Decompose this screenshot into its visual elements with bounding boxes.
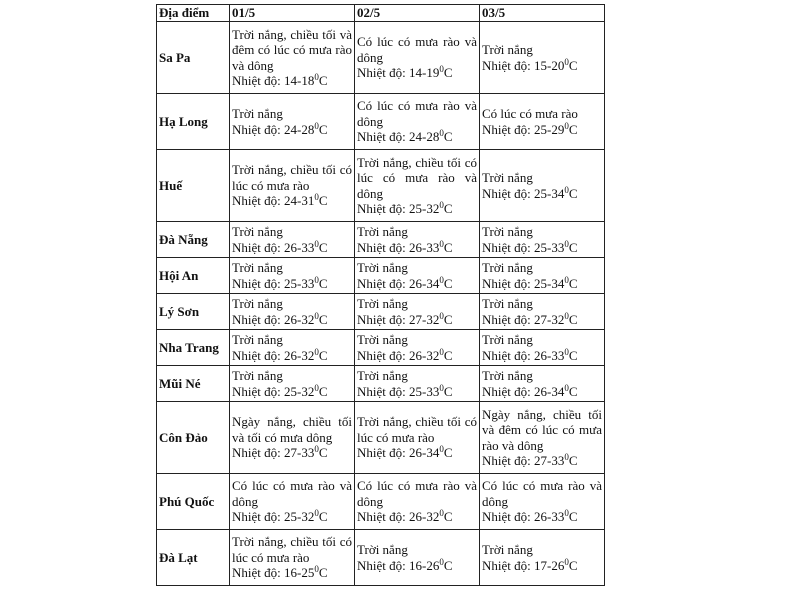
temperature-label: Nhiệt độ: bbox=[357, 445, 409, 461]
header-location: Địa điểm bbox=[157, 5, 230, 22]
degree-symbol: 0 bbox=[439, 238, 444, 249]
weather-description: Trời nắng bbox=[232, 368, 283, 383]
location-cell: Huế bbox=[157, 150, 230, 222]
location-cell: Mũi Né bbox=[157, 366, 230, 402]
temperature-range: 26-32 bbox=[409, 509, 440, 525]
weather-description: Trời nắng bbox=[232, 106, 283, 121]
temperature-range: 25-34 bbox=[534, 185, 565, 201]
location-cell: Đà Nẵng bbox=[157, 222, 230, 258]
temperature-range: 16-25 bbox=[284, 565, 315, 581]
weather-description: Ngày nắng, chiều tối và tối có mưa dông bbox=[232, 414, 352, 445]
temperature-line bbox=[232, 122, 352, 138]
forecast-cell bbox=[355, 474, 480, 530]
temperature-range: 27-33 bbox=[284, 445, 315, 461]
temperature-label: Nhiệt độ: bbox=[357, 509, 409, 525]
temperature-label: Nhiệt độ: bbox=[482, 347, 534, 363]
temperature-label: Nhiệt độ: bbox=[232, 73, 284, 88]
weather-description: Trời nắng, chiều tối có lúc có mưa rào và dông bbox=[357, 154, 477, 201]
temperature-line bbox=[482, 240, 602, 256]
forecast-cell bbox=[480, 94, 605, 150]
table-row bbox=[157, 402, 605, 474]
degree-symbol: 0 bbox=[314, 564, 319, 575]
temperature-line bbox=[232, 240, 352, 256]
weather-description: Trời nắng bbox=[482, 224, 533, 239]
temperature-label: Nhiệt độ: bbox=[357, 383, 409, 399]
forecast-cell bbox=[230, 294, 355, 330]
temperature-line bbox=[357, 65, 477, 81]
degree-symbol: 0 bbox=[564, 274, 569, 285]
degree-symbol: 0 bbox=[314, 72, 319, 82]
degree-symbol: 0 bbox=[564, 120, 569, 131]
temperature-label: Nhiệt độ: bbox=[357, 347, 409, 363]
temperature-label: Nhiệt độ: bbox=[232, 445, 284, 461]
temperature-range: 26-34 bbox=[534, 383, 565, 399]
degree-symbol: 0 bbox=[439, 274, 444, 285]
temperature-unit: C bbox=[568, 185, 578, 201]
temperature-label: Nhiệt độ: bbox=[357, 311, 409, 327]
temperature-line bbox=[232, 193, 352, 209]
table-row bbox=[157, 22, 605, 94]
weather-forecast-table bbox=[156, 4, 605, 586]
temperature-range: 16-26 bbox=[409, 557, 440, 573]
temperature-line bbox=[232, 509, 352, 525]
temperature-range: 26-33 bbox=[534, 347, 565, 363]
weather-description: Ngày nắng, chiều tối và đêm có lúc có mưa rào và dông bbox=[482, 406, 602, 453]
forecast-cell bbox=[355, 150, 480, 222]
forecast-cell bbox=[230, 402, 355, 474]
temperature-label: Nhiệt độ: bbox=[482, 57, 534, 73]
temperature-unit: C bbox=[318, 275, 328, 291]
temperature-line bbox=[357, 558, 477, 574]
weather-description: Trời nắng bbox=[232, 260, 283, 275]
forecast-cell bbox=[355, 222, 480, 258]
degree-symbol: 0 bbox=[564, 508, 569, 519]
weather-description: Trời nắng bbox=[482, 170, 533, 185]
temperature-label: Nhiệt độ: bbox=[357, 557, 409, 573]
temperature-range: 26-32 bbox=[284, 347, 315, 363]
weather-description: Có lúc có mưa rào và dông bbox=[482, 478, 602, 509]
temperature-label: Nhiệt độ: bbox=[482, 311, 534, 327]
temperature-unit: C bbox=[568, 121, 578, 137]
temperature-range: 15-20 bbox=[534, 57, 565, 73]
table-row bbox=[157, 330, 605, 366]
degree-symbol: 0 bbox=[314, 508, 319, 519]
temperature-line bbox=[232, 445, 352, 461]
degree-symbol: 0 bbox=[564, 382, 569, 393]
temperature-range: 26-33 bbox=[284, 239, 315, 255]
temperature-range: 14-19 bbox=[409, 65, 440, 81]
forecast-cell bbox=[230, 258, 355, 294]
temperature-label: Nhiệt độ: bbox=[232, 121, 284, 137]
temperature-unit: C bbox=[318, 509, 328, 525]
temperature-label: Nhiệt độ: bbox=[482, 453, 534, 468]
temperature-unit: C bbox=[568, 383, 578, 399]
temperature-unit: C bbox=[568, 509, 578, 525]
header-row bbox=[157, 5, 605, 22]
temperature-line bbox=[232, 73, 352, 89]
temperature-line bbox=[357, 129, 477, 145]
forecast-cell bbox=[480, 22, 605, 94]
temperature-unit: C bbox=[568, 239, 578, 255]
weather-description: Trời nắng bbox=[357, 542, 408, 557]
degree-symbol: 0 bbox=[314, 238, 319, 249]
temperature-range: 26-33 bbox=[409, 239, 440, 255]
temperature-range: 25-34 bbox=[534, 275, 565, 291]
degree-symbol: 0 bbox=[564, 238, 569, 249]
temperature-line bbox=[232, 565, 352, 581]
weather-description: Trời nắng bbox=[482, 542, 533, 557]
temperature-label: Nhiệt độ: bbox=[232, 347, 284, 363]
temperature-range: 25-29 bbox=[534, 121, 565, 137]
forecast-cell bbox=[355, 402, 480, 474]
degree-symbol: 0 bbox=[314, 310, 319, 321]
table-row bbox=[157, 222, 605, 258]
weather-description: Trời nắng bbox=[482, 296, 533, 311]
temperature-line bbox=[482, 348, 602, 364]
table-row bbox=[157, 366, 605, 402]
location-cell: Sa Pa bbox=[157, 22, 230, 94]
temperature-label: Nhiệt độ: bbox=[482, 383, 534, 399]
temperature-unit: C bbox=[318, 73, 328, 88]
table-row bbox=[157, 294, 605, 330]
temperature-label: Nhiệt độ: bbox=[357, 201, 409, 216]
temperature-unit: C bbox=[568, 275, 578, 291]
degree-symbol: 0 bbox=[439, 200, 444, 210]
location-cell: Nha Trang bbox=[157, 330, 230, 366]
temperature-label: Nhiệt độ: bbox=[357, 65, 409, 81]
weather-description: Có lúc có mưa rào và dông bbox=[357, 34, 477, 65]
temperature-range: 27-33 bbox=[534, 453, 565, 468]
weather-description: Trời nắng bbox=[482, 42, 533, 57]
degree-symbol: 0 bbox=[564, 184, 569, 195]
temperature-range: 17-26 bbox=[534, 557, 565, 573]
temperature-unit: C bbox=[318, 565, 328, 581]
weather-description: Trời nắng, chiều tối có lúc có mưa rào bbox=[357, 414, 477, 445]
table-body bbox=[157, 5, 605, 586]
weather-description: Trời nắng bbox=[482, 332, 533, 347]
temperature-label: Nhiệt độ: bbox=[232, 565, 284, 581]
temperature-line bbox=[357, 348, 477, 364]
forecast-cell bbox=[230, 474, 355, 530]
temperature-range: 14-18 bbox=[284, 73, 315, 88]
temperature-line bbox=[232, 348, 352, 364]
temperature-unit: C bbox=[443, 201, 453, 216]
forecast-cell bbox=[230, 22, 355, 94]
temperature-range: 24-28 bbox=[409, 129, 440, 145]
temperature-line bbox=[232, 384, 352, 400]
temperature-unit: C bbox=[568, 347, 578, 363]
temperature-unit: C bbox=[568, 453, 578, 468]
temperature-line bbox=[232, 276, 352, 292]
temperature-unit: C bbox=[318, 121, 328, 137]
weather-description: Trời nắng bbox=[232, 224, 283, 239]
header-date-2: 02/5 bbox=[355, 5, 480, 22]
temperature-label: Nhiệt độ: bbox=[232, 193, 284, 209]
weather-description: Có lúc có mưa rào bbox=[482, 106, 578, 121]
temperature-line bbox=[482, 58, 602, 74]
weather-description: Có lúc có mưa rào và dông bbox=[232, 478, 352, 509]
header-date-1: 01/5 bbox=[230, 5, 355, 22]
weather-description: Trời nắng bbox=[482, 260, 533, 275]
forecast-cell bbox=[355, 366, 480, 402]
temperature-label: Nhiệt độ: bbox=[482, 185, 534, 201]
temperature-label: Nhiệt độ: bbox=[232, 275, 284, 291]
forecast-cell bbox=[230, 222, 355, 258]
temperature-line bbox=[482, 276, 602, 292]
table-row bbox=[157, 258, 605, 294]
temperature-unit: C bbox=[443, 383, 453, 399]
temperature-range: 24-31 bbox=[284, 193, 315, 209]
weather-description: Trời nắng bbox=[482, 368, 533, 383]
degree-symbol: 0 bbox=[439, 128, 444, 139]
degree-symbol: 0 bbox=[314, 274, 319, 285]
temperature-label: Nhiệt độ: bbox=[482, 509, 534, 525]
weather-description: Trời nắng bbox=[357, 224, 408, 239]
temperature-label: Nhiệt độ: bbox=[232, 509, 284, 525]
temperature-range: 27-32 bbox=[409, 311, 440, 327]
weather-description: Trời nắng, chiều tối có lúc có mưa rào bbox=[232, 534, 352, 565]
weather-description: Có lúc có mưa rào và dông bbox=[357, 98, 477, 129]
forecast-cell bbox=[480, 366, 605, 402]
location-cell: Hạ Long bbox=[157, 94, 230, 150]
temperature-unit: C bbox=[318, 383, 328, 399]
forecast-cell bbox=[480, 258, 605, 294]
temperature-line bbox=[357, 445, 477, 461]
forecast-cell bbox=[230, 530, 355, 586]
temperature-line bbox=[482, 122, 602, 138]
forecast-cell bbox=[480, 294, 605, 330]
temperature-unit: C bbox=[443, 275, 453, 291]
location-cell: Đà Lạt bbox=[157, 530, 230, 586]
degree-symbol: 0 bbox=[314, 192, 319, 203]
temperature-label: Nhiệt độ: bbox=[482, 275, 534, 291]
temperature-range: 24-28 bbox=[284, 121, 315, 137]
forecast-cell bbox=[480, 150, 605, 222]
temperature-label: Nhiệt độ: bbox=[357, 275, 409, 291]
temperature-unit: C bbox=[443, 65, 453, 81]
temperature-unit: C bbox=[318, 239, 328, 255]
forecast-cell bbox=[355, 294, 480, 330]
temperature-line bbox=[482, 558, 602, 574]
temperature-unit: C bbox=[568, 57, 578, 73]
degree-symbol: 0 bbox=[314, 382, 319, 393]
degree-symbol: 0 bbox=[564, 346, 569, 357]
degree-symbol: 0 bbox=[439, 310, 444, 321]
temperature-unit: C bbox=[568, 557, 578, 573]
temperature-unit: C bbox=[318, 311, 328, 327]
table-row bbox=[157, 530, 605, 586]
degree-symbol: 0 bbox=[564, 556, 569, 567]
temperature-range: 25-32 bbox=[409, 201, 440, 216]
temperature-line bbox=[357, 312, 477, 328]
temperature-line bbox=[357, 201, 477, 217]
temperature-label: Nhiệt độ: bbox=[357, 129, 409, 145]
degree-symbol: 0 bbox=[564, 310, 569, 321]
table-row bbox=[157, 150, 605, 222]
temperature-range: 27-32 bbox=[534, 311, 565, 327]
temperature-line bbox=[232, 312, 352, 328]
temperature-range: 25-33 bbox=[409, 383, 440, 399]
degree-symbol: 0 bbox=[439, 64, 444, 75]
weather-description: Trời nắng bbox=[357, 260, 408, 275]
temperature-range: 26-32 bbox=[409, 347, 440, 363]
forecast-cell bbox=[230, 150, 355, 222]
temperature-range: 25-32 bbox=[284, 509, 315, 525]
temperature-line bbox=[357, 276, 477, 292]
temperature-unit: C bbox=[443, 445, 453, 461]
weather-description: Trời nắng bbox=[357, 332, 408, 347]
temperature-unit: C bbox=[318, 347, 328, 363]
weather-description: Trời nắng, chiều tối và đêm có lúc có mưa rào và dông bbox=[232, 26, 352, 73]
temperature-range: 25-33 bbox=[534, 239, 565, 255]
table-row bbox=[157, 474, 605, 530]
weather-description: Trời nắng bbox=[232, 296, 283, 311]
temperature-line bbox=[357, 240, 477, 256]
degree-symbol: 0 bbox=[314, 444, 319, 455]
temperature-unit: C bbox=[443, 239, 453, 255]
temperature-unit: C bbox=[443, 347, 453, 363]
temperature-label: Nhiệt độ: bbox=[482, 239, 534, 255]
degree-symbol: 0 bbox=[314, 346, 319, 357]
temperature-range: 26-32 bbox=[284, 311, 315, 327]
weather-description: Trời nắng bbox=[232, 332, 283, 347]
temperature-unit: C bbox=[443, 311, 453, 327]
forecast-cell bbox=[480, 330, 605, 366]
temperature-unit: C bbox=[443, 557, 453, 573]
location-cell: Côn Đảo bbox=[157, 402, 230, 474]
temperature-line bbox=[482, 312, 602, 328]
temperature-label: Nhiệt độ: bbox=[232, 383, 284, 399]
location-cell: Hội An bbox=[157, 258, 230, 294]
degree-symbol: 0 bbox=[564, 452, 569, 462]
temperature-line bbox=[357, 509, 477, 525]
weather-description: Trời nắng bbox=[357, 368, 408, 383]
temperature-label: Nhiệt độ: bbox=[482, 557, 534, 573]
temperature-range: 26-33 bbox=[534, 509, 565, 525]
temperature-unit: C bbox=[443, 129, 453, 145]
forecast-cell bbox=[480, 222, 605, 258]
temperature-range: 25-33 bbox=[284, 275, 315, 291]
weather-description: Trời nắng bbox=[357, 296, 408, 311]
forecast-cell bbox=[355, 258, 480, 294]
forecast-cell bbox=[230, 330, 355, 366]
weather-description: Có lúc có mưa rào và dông bbox=[357, 478, 477, 509]
degree-symbol: 0 bbox=[314, 120, 319, 131]
forecast-cell bbox=[355, 530, 480, 586]
degree-symbol: 0 bbox=[439, 444, 444, 455]
location-cell: Phú Quốc bbox=[157, 474, 230, 530]
forecast-cell bbox=[355, 330, 480, 366]
temperature-label: Nhiệt độ: bbox=[232, 239, 284, 255]
degree-symbol: 0 bbox=[439, 382, 444, 393]
forecast-cell bbox=[355, 94, 480, 150]
temperature-line bbox=[357, 384, 477, 400]
temperature-unit: C bbox=[318, 445, 328, 461]
table-row bbox=[157, 94, 605, 150]
temperature-unit: C bbox=[318, 193, 328, 209]
forecast-cell bbox=[355, 22, 480, 94]
degree-symbol: 0 bbox=[439, 508, 444, 519]
location-cell: Lý Sơn bbox=[157, 294, 230, 330]
temperature-unit: C bbox=[568, 311, 578, 327]
temperature-range: 25-32 bbox=[284, 383, 315, 399]
temperature-line bbox=[482, 453, 602, 469]
temperature-range: 26-34 bbox=[409, 275, 440, 291]
temperature-line bbox=[482, 384, 602, 400]
temperature-label: Nhiệt độ: bbox=[482, 121, 534, 137]
temperature-line bbox=[482, 509, 602, 525]
forecast-cell bbox=[480, 474, 605, 530]
forecast-cell bbox=[230, 94, 355, 150]
weather-description: Trời nắng, chiều tối có lúc có mưa rào bbox=[232, 162, 352, 193]
temperature-unit: C bbox=[443, 509, 453, 525]
degree-symbol: 0 bbox=[439, 346, 444, 357]
temperature-line bbox=[482, 186, 602, 202]
temperature-range: 26-34 bbox=[409, 445, 440, 461]
forecast-cell bbox=[480, 402, 605, 474]
temperature-label: Nhiệt độ: bbox=[357, 239, 409, 255]
forecast-cell bbox=[480, 530, 605, 586]
temperature-label: Nhiệt độ: bbox=[232, 311, 284, 327]
degree-symbol: 0 bbox=[439, 556, 444, 567]
forecast-cell bbox=[230, 366, 355, 402]
degree-symbol: 0 bbox=[564, 56, 569, 67]
header-date-3: 03/5 bbox=[480, 5, 605, 22]
